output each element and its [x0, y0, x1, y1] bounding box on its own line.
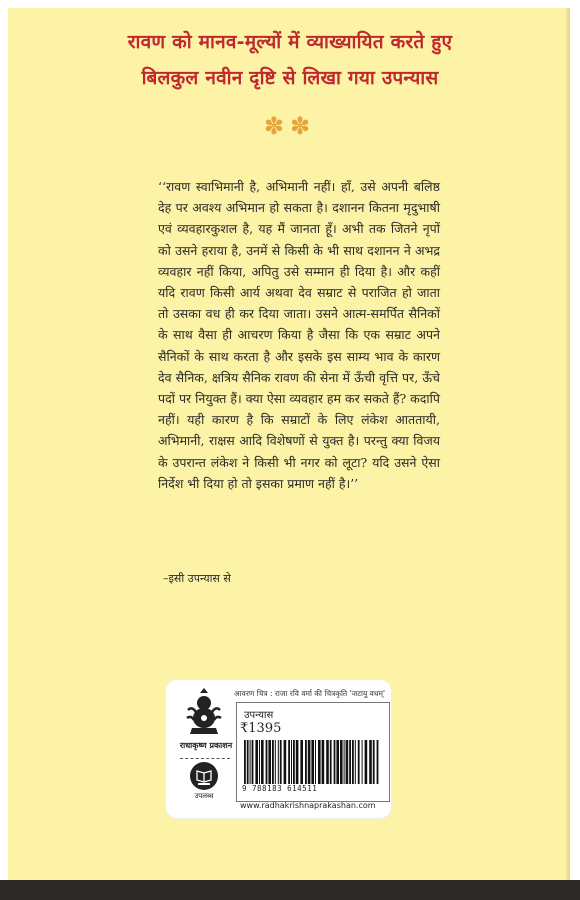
- cover-art-credit: आवरण चित्र : राजा रवि वर्मा की चित्रकृति 'जटायु वधम्': [234, 689, 386, 698]
- ornament-stars: ✽✽: [263, 112, 317, 140]
- quote-attribution: –इसी उपन्यास से: [163, 572, 231, 585]
- divider: [180, 758, 230, 759]
- headline-line-2: बिलकुल नवीन दृष्टि से लिखा गया उपन्यास: [141, 67, 439, 89]
- ganesha-logo-icon: [184, 688, 224, 736]
- ebook-badge-icon: [190, 762, 218, 790]
- publisher-name: राधाकृष्ण प्रकाशन: [179, 741, 233, 750]
- genre-label: उपन्यास: [244, 710, 274, 721]
- publisher-sticker: [166, 680, 391, 818]
- blurb-quote: ‘‘रावण स्वाभिमानी है, अभिमानी नहीं। हाँ, उसे अपनी बलिष्ठ देह पर अवश्य अभिमान हो सकता है। दशानन कितना मृदुभाषी एवं व्यवहारकुशल है, यह मैं जानता हूँ। अभी तक जितने नृपों को उसने हराया है, उनमें से किसी के भी साथ दशानन ने अभद्र व्यवहार नहीं किया, अपितु उसे सम्मान ही दिया है। और कहीं यदि रावण किसी आर्य अथवा देव सम्राट से पराजित हो जाता तो उसका वध ही कर दिया जाता। उसने आत्म-समर्पित सैनिकों के साथ वैसा ही आचरण किया है जैसा कि एक सम्राट अपने सैनिकों के साथ करता है और इसके इस साम्य भाव के कारण देव सैनिक, क्षत्रिय सैनिक रावण की सेना में ऊँची वृत्ति पर, ऊँचे पदों पर नियुक्त हैं। क्या ऐसा व्यवहार हम कर सकते हैं? कदापि नहीं। यही कारण है कि सम्राटों के लिए लंकेश आततायी, अभिमानी, राक्षस आदि विशेषणों से युक्त है। परन्तु क्या विजय के उपरान्त लंकेश ने किसी भी नगर को लूटा? यदि उसने ऐसा निर्देश भी दिया हो तो इसका प्रमाण नहीं है।’’: [158, 179, 440, 491]
- publisher-website: www.radhakrishnaprakashan.com: [240, 801, 376, 810]
- headline-line-1: रावण को मानव-मूल्यों में व्याख्यायित करते हुए: [127, 31, 453, 53]
- price-label: ₹1395: [240, 721, 282, 736]
- isbn-number: 9 788183 614511: [242, 784, 318, 793]
- publisher-logo: [176, 688, 232, 808]
- ebook-available-label: उपलब्ध: [194, 792, 214, 800]
- scan-edge: [0, 880, 580, 900]
- barcode-icon: [242, 740, 382, 784]
